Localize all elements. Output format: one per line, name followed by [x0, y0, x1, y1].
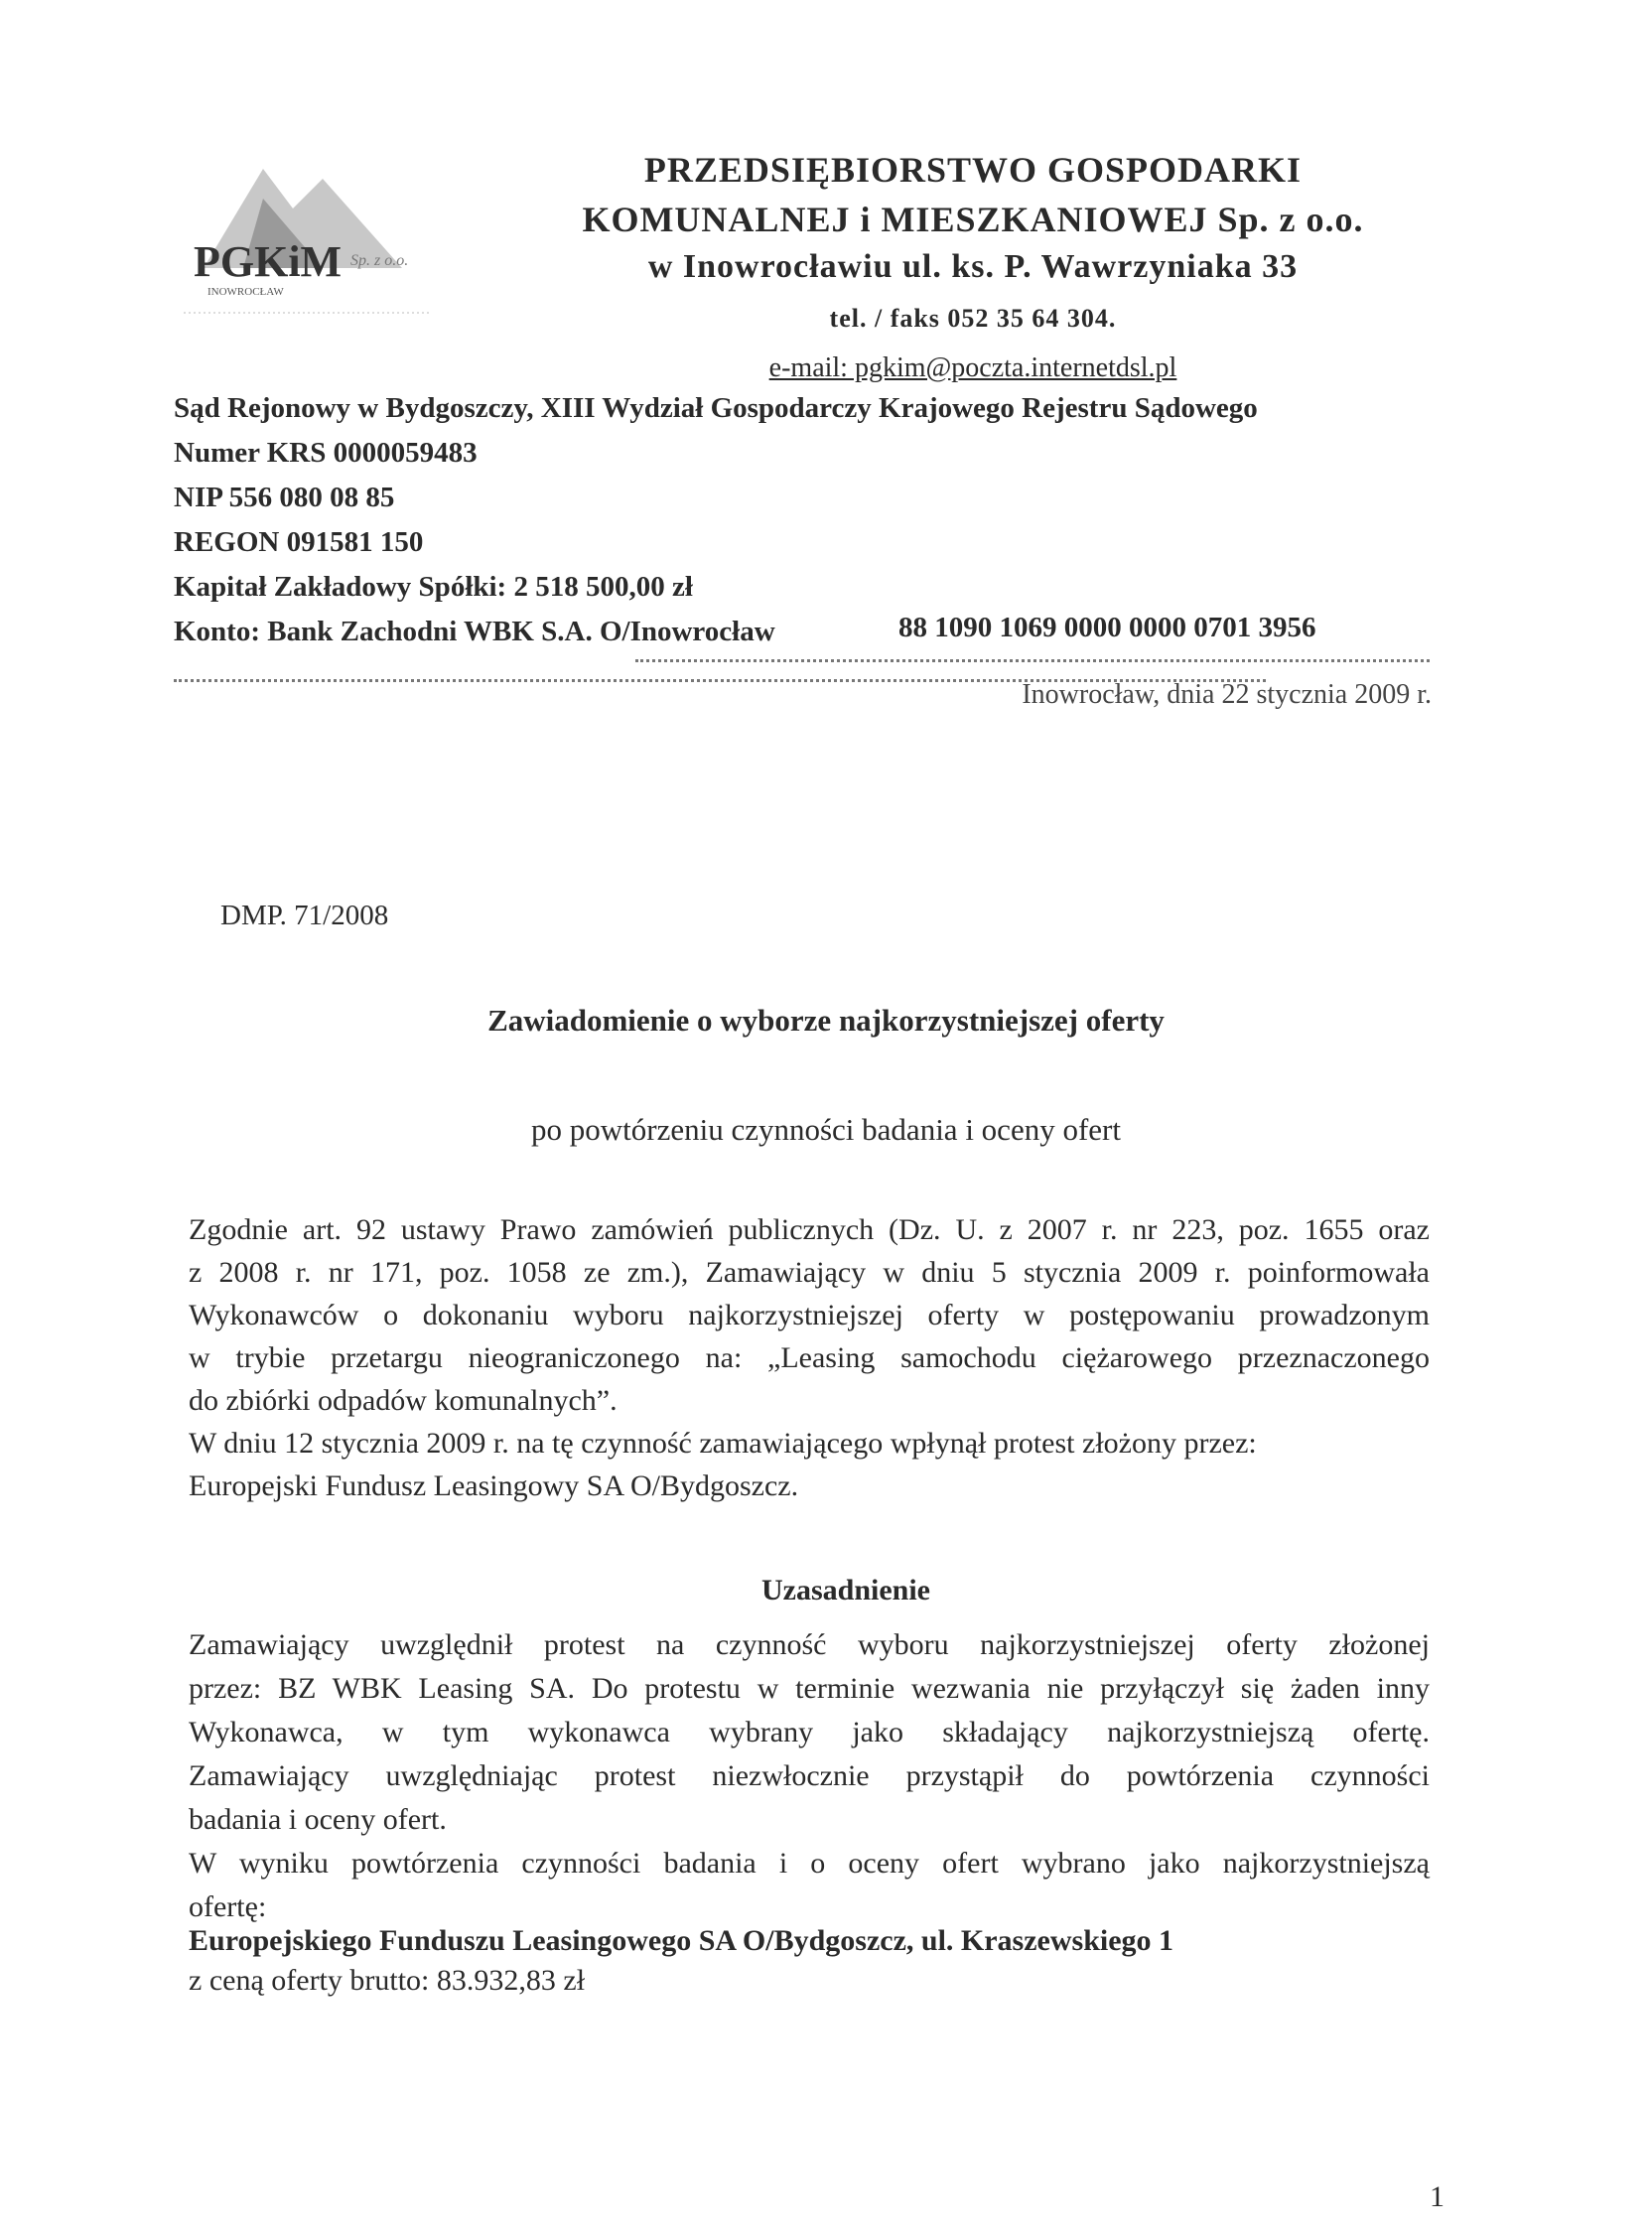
paragraph-line: W dniu 12 stycznia 2009 r. na tę czynność zamawiającego wpłynął protest złożony przez: — [189, 1427, 1257, 1460]
reference-number: DMP. 71/2008 — [220, 900, 389, 931]
registry-krs: Numer KRS 0000059483 — [174, 437, 478, 469]
logo-text: PGKiM — [194, 237, 343, 286]
paragraph-line: przez: BZ WBK Leasing SA. Do protestu w terminie wezwania nie przyłączył się żaden inny — [189, 1672, 1430, 1705]
offer-price: z ceną oferty brutto: 83.932,83 zł — [189, 1964, 586, 1997]
document-subtitle: po powtórzeniu czynności badania i oceny ofert — [531, 1112, 1121, 1147]
registry-account-number: 88 1090 1069 0000 0000 0701 3956 — [898, 612, 1316, 643]
paragraph-line: z 2008 r. nr 171, poz. 1058 ze zm.), Zamawiający w dniu 5 stycznia 2009 r. poinformowała — [189, 1256, 1430, 1289]
registry-nip: NIP 556 080 08 85 — [174, 482, 395, 513]
paragraph-line: badania i oceny ofert. — [189, 1803, 447, 1836]
company-address: w Inowrocławiu ul. ks. P. Wawrzyniaka 33 — [647, 248, 1299, 285]
registry-capital: Kapitał Zakładowy Spółki: 2 518 500,00 zł — [174, 571, 693, 603]
logo-subtext: INOWROCŁAW — [207, 286, 284, 298]
registry-regon: REGON 091581 150 — [174, 526, 424, 558]
company-logo — [184, 149, 432, 318]
paragraph-line: Zamawiający uwzględniając protest niezwłocznie przystąpił do powtórzenia czynności — [189, 1759, 1430, 1792]
logo-suffix: Sp. z o.o. — [350, 252, 409, 269]
paragraph-line: w trybie przetargu nieograniczonego na: „Leasing samochodu ciężarowego przeznaczonego — [189, 1341, 1430, 1374]
company-name-line1: PRZEDSIĘBIORSTWO GOSPODARKI — [643, 150, 1303, 190]
registry-account-bank: Konto: Bank Zachodni WBK S.A. O/Inowrocław — [174, 616, 775, 647]
paragraph-line: Europejski Fundusz Leasingowy SA O/Bydgoszcz. — [189, 1469, 799, 1502]
letter-date: Inowrocław, dnia 22 stycznia 2009 r. — [1022, 679, 1432, 710]
document-title: Zawiadomienie o wyborze najkorzystniejszej oferty — [487, 1003, 1165, 1038]
paragraph-line: W wyniku powtórzenia czynności badania i o oceny ofert wybrano jako najkorzystniejszą — [189, 1847, 1430, 1880]
winning-bidder: Europejskiego Funduszu Leasingowego SA O/Bydgoszcz, ul. Kraszewskiego 1 — [189, 1924, 1174, 1957]
company-name-line2: KOMUNALNEJ i MIESZKANIOWEJ Sp. z o.o. — [582, 200, 1364, 239]
paragraph-line: do zbiórki odpadów komunalnych”. — [189, 1384, 618, 1417]
paragraph-line: Zamawiający uwzględnił protest na czynność wyboru najkorzystniejszej oferty złożonej — [189, 1628, 1430, 1661]
company-phone: tel. / faks 052 35 64 304. — [829, 304, 1117, 333]
company-email-link[interactable]: e-mail: pgkim@poczta.internetdsl.pl — [768, 352, 1177, 383]
separator-dotted-upper — [635, 659, 1430, 662]
section-heading-justification: Uzasadnienie — [760, 1574, 930, 1606]
registry-court: Sąd Rejonowy w Bydgoszczy, XIII Wydział Gospodarczy Krajowego Rejestru Sądowego — [174, 392, 1258, 424]
paragraph-line: Wykonawca, w tym wykonawca wybrany jako składający najkorzystniejszą ofertę. — [189, 1716, 1430, 1748]
page-number: 1 — [1430, 2180, 1445, 2213]
paragraph-line: Wykonawców o dokonaniu wyboru najkorzystniejszej oferty w postępowaniu prowadzonym — [189, 1299, 1430, 1331]
paragraph-line: ofertę: — [189, 1890, 267, 1923]
paragraph-line: Zgodnie art. 92 ustawy Prawo zamówień publicznych (Dz. U. z 2007 r. nr 223, poz. 1655 oraz — [189, 1213, 1430, 1246]
